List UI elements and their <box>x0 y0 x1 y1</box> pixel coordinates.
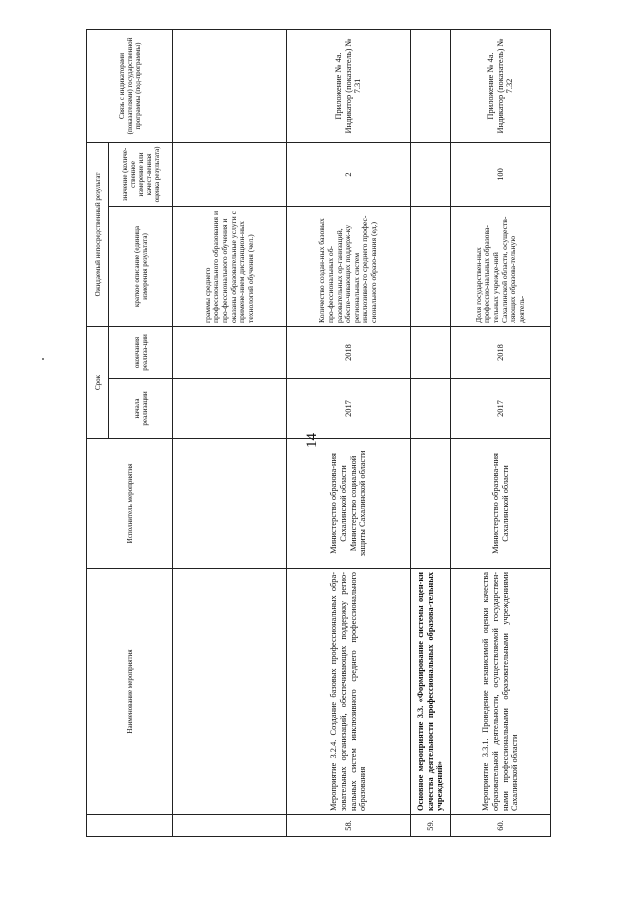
header-row-top <box>87 29 109 836</box>
scan-speck <box>42 358 44 360</box>
row-desc: Количество создан-ных базовых про-фессиональных об-разовательных ор-ганизаций, обеспе-чивающих поддерж-ку региональных систем инклюзивно-го среднего профес-сионального образо-вания (ед.) <box>287 206 411 326</box>
page-number: 14 <box>304 433 320 448</box>
row-value: 100 <box>451 142 551 206</box>
row-name: Основное мероприятие 3.3. «Формирование системы оцен-ки качества деятельности профессиональных образова-тельных учреждений» <box>411 569 451 815</box>
row-executor: Министерство образова-ния Сахалинской области <box>451 439 551 569</box>
row-link: Приложение № 4а. Индикатор (показатель) № 7.32 <box>451 29 551 142</box>
header-end: окончания реализа-ции <box>109 326 173 378</box>
row-value: 2 <box>287 142 411 206</box>
row-number: 60. <box>451 815 551 837</box>
header-executor: Исполнитель мероприятия <box>87 439 173 569</box>
measures-table <box>86 29 551 837</box>
table-row-continuation <box>173 29 287 836</box>
table-row <box>411 29 451 836</box>
header-num <box>87 815 173 837</box>
row-start: 2017 <box>451 379 551 439</box>
row-end: 2018 <box>287 326 411 378</box>
document-table-rotated <box>86 30 556 837</box>
header-link: Связь с индикаторами (показателями) государственной программы (под-программы) <box>87 29 173 142</box>
row-link: Приложение № 4а. Индикатор (показатель) № 7.31 <box>287 29 411 142</box>
row-end: 2018 <box>451 326 551 378</box>
row-number: 58. <box>287 815 411 837</box>
header-expected: Ожидаемый непосредственный результат <box>87 142 109 326</box>
row-name: Мероприятие 3.2.4. Создание базовых профессиональных обра-зовательных организаций, обеспечивающих поддержку регио-нальных систем инклюзивного среднего профессионального образования <box>287 569 411 815</box>
table-row <box>287 29 411 836</box>
continuation-desc: граммы среднего профессионального образования и про-фессионального обучения и оказаны образовательные услуги с примене-нием дистанцион-ных технологий обучения (чел.) <box>173 206 287 326</box>
row-number: 59. <box>411 815 451 837</box>
row-executor: Министерство образова-ния Сахалинской области Министерство социальной защиты Сахалинской области <box>287 439 411 569</box>
header-desc: краткое описание (единица измерения результата) <box>109 206 173 326</box>
header-term: Срок <box>87 326 109 438</box>
row-desc: Доля государствен-ных профессио-нальных образова-тельных учрежде-ний Сахалинской области, осуществ-ляющих образова-тельную деятель- <box>451 206 551 326</box>
row-start: 2017 <box>287 379 411 439</box>
header-value: значение (количе-ственное измерение или качест-венная оценка результата) <box>109 142 173 206</box>
header-start: начала реализации <box>109 379 173 439</box>
table-row <box>451 29 551 836</box>
row-name: Мероприятие 3.3.1. Проведение независимой оценки качества образовательной деятельности, осуществляемой государствен-ными профессиональными образовательными учреждениями Сахалинской области <box>451 569 551 815</box>
header-name: Наименование мероприятия <box>87 569 173 815</box>
